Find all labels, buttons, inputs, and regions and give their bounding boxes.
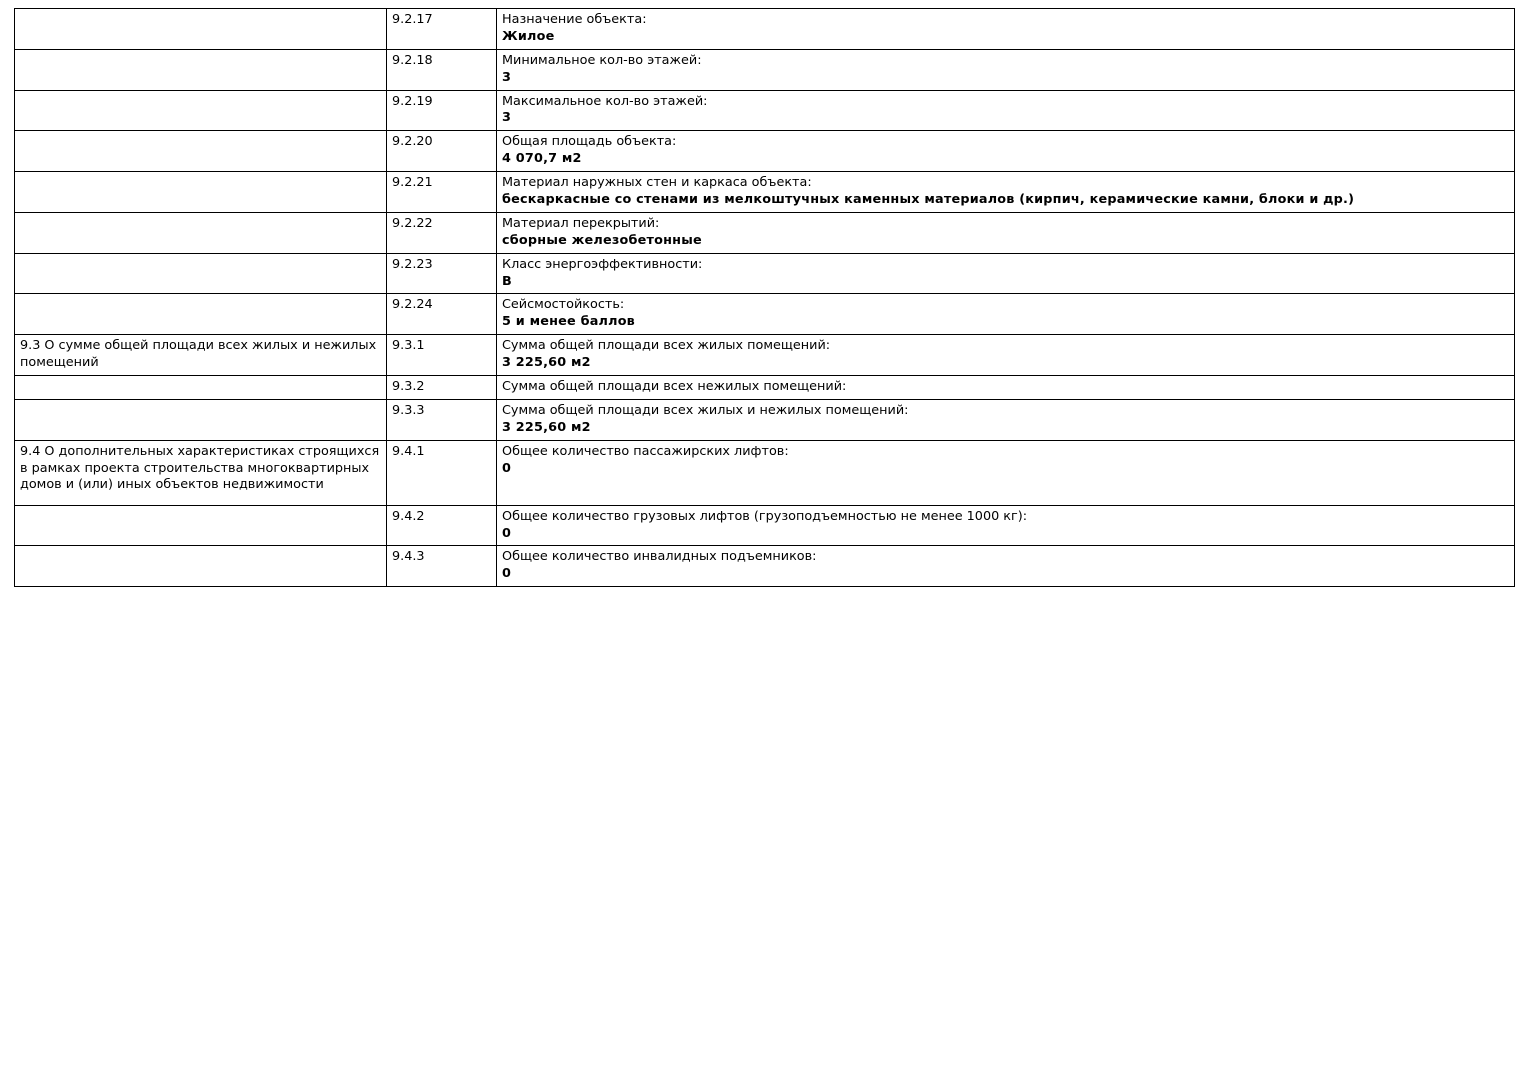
field-value: 3: [502, 69, 512, 85]
field-value: 0: [502, 566, 512, 582]
field-label: Сейсмостойкость:: [502, 297, 625, 313]
field-value: 4 070,7 м2: [502, 151, 582, 167]
field-label: Назначение объекта:: [502, 12, 647, 27]
field-value: 3 225,60 м2: [502, 419, 591, 435]
field-value: сборные железобетонные: [502, 232, 702, 248]
section-title-cell: [15, 172, 387, 213]
section-title-cell: [15, 90, 387, 131]
row-code: 9.2.24: [387, 294, 497, 335]
field-label: Общее количество пассажирских лифтов:: [502, 443, 789, 459]
field-value: 0: [502, 460, 512, 476]
row-content: [497, 376, 1515, 400]
table-row: [15, 172, 1515, 213]
table-row: [15, 131, 1515, 172]
row-content: [497, 440, 1515, 505]
row-content: [497, 9, 1515, 50]
section-title-cell: [15, 376, 387, 400]
section-title-cell: [15, 131, 387, 172]
field-value: В: [502, 273, 512, 289]
field-label: Сумма общей площади всех жилых помещений:: [502, 338, 831, 354]
row-code: 9.2.21: [387, 172, 497, 213]
field-value: 3 225,60 м2: [502, 355, 591, 371]
row-code: 9.2.17: [387, 9, 497, 50]
field-label: Материал перекрытий:: [502, 215, 660, 231]
row-code: 9.2.20: [387, 131, 497, 172]
row-content: [497, 253, 1515, 294]
row-code: 9.4.2: [387, 505, 497, 546]
row-code: 9.2.19: [387, 90, 497, 131]
section-title-cell: 9.4 О дополнительных характеристиках строящихся в рамках проекта строительства многоквартирных домов и (или) иных объектов недвижимости: [15, 440, 387, 505]
row-code: 9.3.1: [387, 335, 497, 376]
row-content: [497, 172, 1515, 213]
row-content: [497, 294, 1515, 335]
section-title-cell: [15, 253, 387, 294]
table-body: [15, 9, 1515, 587]
field-label: Класс энергоэффективности:: [502, 256, 703, 272]
row-code: 9.3.3: [387, 399, 497, 440]
row-content: [497, 90, 1515, 131]
section-title-cell: [15, 505, 387, 546]
field-value: 0: [502, 525, 512, 541]
table-row: [15, 505, 1515, 546]
row-code: 9.4.1: [387, 440, 497, 505]
project-declaration-table: [14, 8, 1515, 587]
table-row: [15, 399, 1515, 440]
row-content: [497, 212, 1515, 253]
field-value: бескаркасные со стенами из мелкоштучных каменных материалов (кирпич, керамические камни, блоки и др.): [502, 192, 1355, 208]
section-title-cell: [15, 49, 387, 90]
section-title-cell: [15, 212, 387, 253]
table-row: [15, 294, 1515, 335]
table-row: [15, 212, 1515, 253]
table-row: [15, 546, 1515, 587]
row-content: [497, 49, 1515, 90]
table-row: [15, 9, 1515, 50]
field-label: Общее количество грузовых лифтов (грузоподъемностью не менее 1000 кг):: [502, 508, 1028, 524]
table-row: [15, 376, 1515, 400]
field-value: Жилое: [502, 28, 555, 44]
section-title-cell: [15, 546, 387, 587]
row-content: [497, 505, 1515, 546]
row-code: 9.4.3: [387, 546, 497, 587]
row-code: 9.2.18: [387, 49, 497, 90]
field-label: Минимальное кол-во этажей:: [502, 52, 702, 68]
field-value: 5 и менее баллов: [502, 314, 635, 330]
section-title-cell: 9.3 О сумме общей площади всех жилых и нежилых помещений: [15, 335, 387, 376]
field-label: Сумма общей площади всех нежилых помещений:: [502, 379, 847, 395]
row-code: 9.2.22: [387, 212, 497, 253]
section-title-cell: [15, 9, 387, 50]
section-title-cell: [15, 294, 387, 335]
row-content: [497, 399, 1515, 440]
field-label: Максимальное кол-во этажей:: [502, 93, 708, 109]
table-row: [15, 253, 1515, 294]
field-label: Материал наружных стен и каркаса объекта:: [502, 175, 812, 191]
table-row: [15, 49, 1515, 90]
field-label: Общая площадь объекта:: [502, 134, 677, 150]
row-code: 9.2.23: [387, 253, 497, 294]
field-label: Сумма общей площади всех жилых и нежилых помещений:: [502, 402, 909, 418]
row-content: [497, 546, 1515, 587]
row-content: [497, 131, 1515, 172]
field-label: Общее количество инвалидных подъемников:: [502, 549, 817, 565]
section-title-cell: [15, 399, 387, 440]
table-row: [15, 90, 1515, 131]
row-code: 9.3.2: [387, 376, 497, 400]
row-content: [497, 335, 1515, 376]
table-row: [15, 335, 1515, 376]
table-row: [15, 440, 1515, 505]
field-value: 3: [502, 110, 512, 126]
